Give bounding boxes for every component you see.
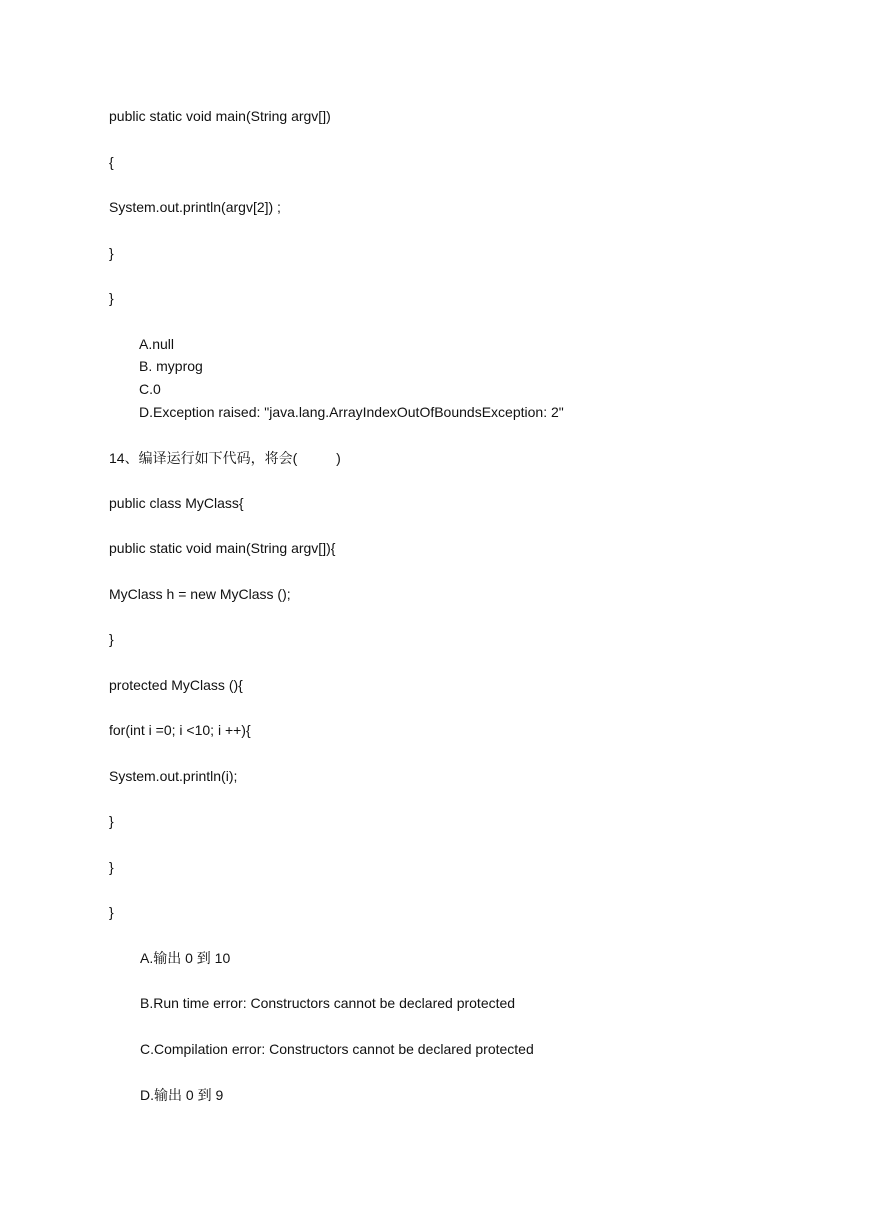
option-b: B. myprog	[139, 358, 203, 374]
code-line: }	[109, 631, 114, 647]
code-line: public static void main(String argv[]){	[109, 540, 336, 556]
code-line: public class MyClass{	[109, 495, 244, 511]
code-line: }	[109, 859, 114, 875]
code-line: System.out.println(argv[2]) ;	[109, 199, 281, 215]
code-line: protected MyClass (){	[109, 677, 243, 693]
code-line: System.out.println(i);	[109, 768, 238, 784]
code-line: {	[109, 154, 114, 170]
code-line: }	[109, 813, 114, 829]
option-a: A.输出 0 到 10	[140, 950, 231, 966]
code-line: for(int i =0; i <10; i ++){	[109, 722, 251, 738]
code-line: }	[109, 290, 114, 306]
option-b: B.Run time error: Constructors cannot be declared protected	[140, 995, 516, 1011]
option-c: C.Compilation error: Constructors cannot be declared protected	[140, 1041, 534, 1057]
option-d: D.Exception raised: "java.lang.ArrayIndexOutOfBoundsException: 2"	[139, 404, 564, 420]
code-line: MyClass h = new MyClass ();	[109, 586, 291, 602]
option-d: D.输出 0 到 9	[140, 1087, 224, 1103]
code-line: }	[109, 245, 114, 261]
option-a: A.null	[139, 336, 175, 352]
code-line: public static void main(String argv[])	[109, 108, 331, 124]
code-line: }	[109, 904, 114, 920]
question-title: 14、编译运行如下代码，将会( )	[109, 450, 341, 466]
option-c: C.0	[139, 381, 161, 397]
